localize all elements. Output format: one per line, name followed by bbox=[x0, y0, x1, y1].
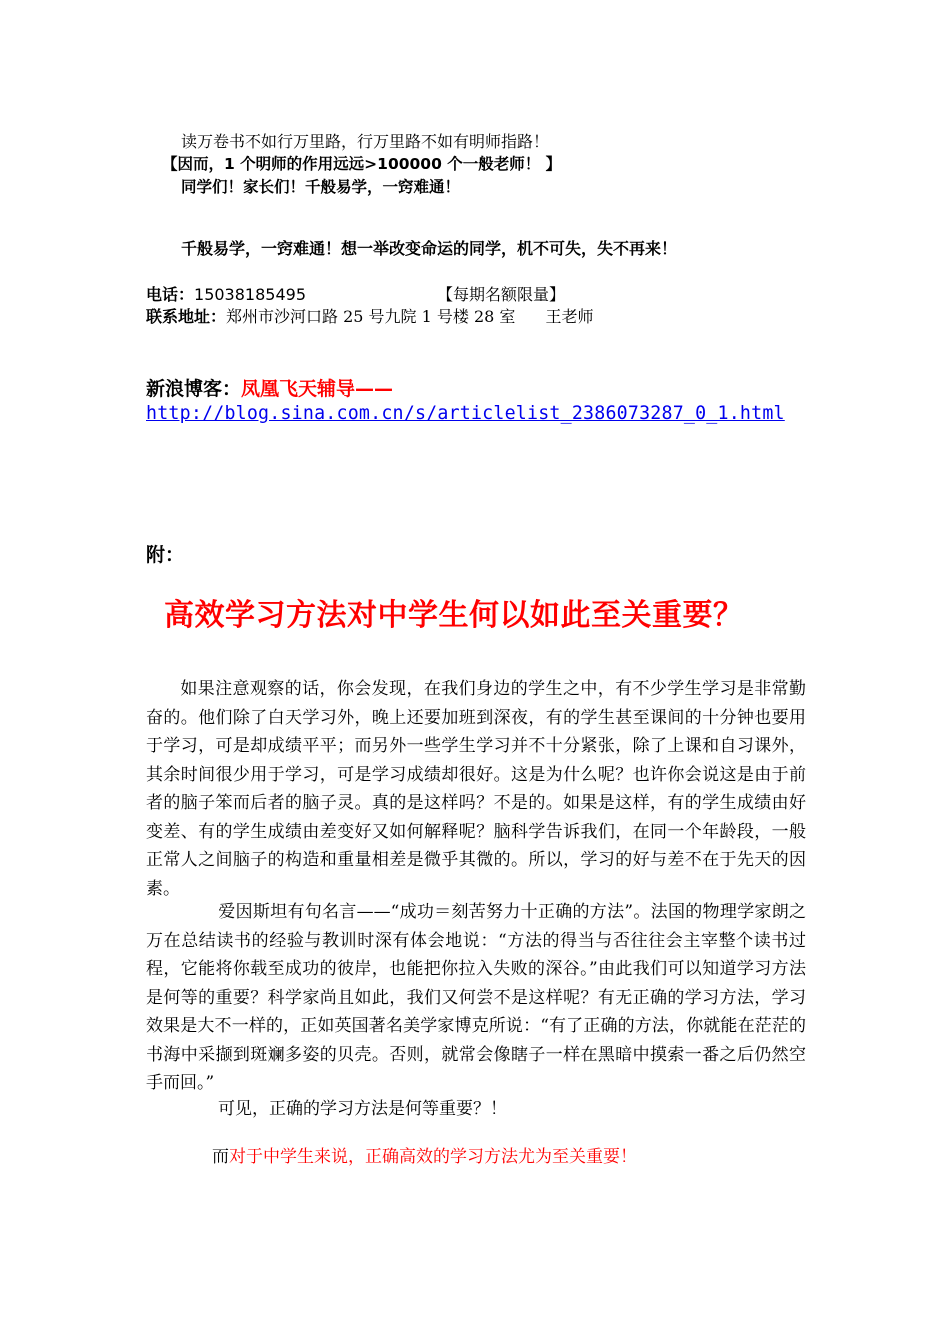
blog-url-link[interactable]: http://blog.sina.com.cn/s/articlelist_2386073287_0_1.html bbox=[146, 403, 785, 424]
blog-name: 凤凰飞天辅导—— bbox=[241, 378, 394, 400]
article-paragraph-1 bbox=[146, 675, 806, 903]
paragraph-1-text: 如果注意观察的话，你会发现，在我们身边的学生之中，有不少学生学习是非常勤奋的。他们除了白天学习外，晚上还要加班到深夜，有的学生甚至课间的十分钟也要用于学习，可是却成绩平平；而另外一些学生学习并不十分紧张，除了上课和自习课外，其余时间很少用于学习，可是学习成绩却很好。这是为什么呢？也许你会说这是由于前者的脑子笨而后者的脑子灵。真的是这样吗？不是的。如果是这样，有的学生成绩由好变差、有的学生成绩由差变好又如何解释呢？脑科学告诉我们，在同一个年龄段，一般正常人之间脑子的构造和重量相差是微乎其微的。所以，学习的好与差不在于先天的因素。 bbox=[146, 679, 806, 899]
blog-label: 新浪博客： bbox=[146, 378, 242, 400]
phone-number: 15038185495 bbox=[194, 285, 306, 304]
conclusion-line-2 bbox=[212, 1142, 637, 1167]
intro-line-3: 同学们！家长们！千般易学，一窍难通！ bbox=[181, 178, 461, 196]
conclusion-line-1: 可见，正确的学习方法是何等重要？！ bbox=[218, 1099, 507, 1119]
paragraph-2-text: 爱因斯坦有句名言——“成功＝刻苦努力十正确的方法”。法国的物理学家朗之万在总结读书的经验与教训时深有体会地说：“方法的得当与否往往会主宰整个读书过程，它能将你载至成功的彼岸，也能把你拉入失败的深谷。”由此我们可以知道学习方法是何等的重要？科学家尚且如此，我们又何尝不是这样呢？有无正确的学习方法，学习效果是大不一样的，正如英国著名美学家博克所说：“有了正确的方法，你就能在茫茫的书海中采撷到斑斓多姿的贝壳。否则，就常会像瞎子一样在黑暗中摸索一番之后仍然空手而回。” bbox=[146, 902, 806, 1093]
address-text: 郑州市沙河口路 25 号九院 1 号楼 28 室 bbox=[226, 307, 516, 326]
intro-line-2: 【因而，1 个明师的作用远远>100000 个一般老师！ 】 bbox=[162, 155, 562, 173]
article-title: 高效学习方法对中学生何以如此至关重要？ bbox=[164, 598, 744, 633]
quota-note: 【每期名额限量】 bbox=[437, 285, 566, 304]
phone-row bbox=[146, 282, 306, 305]
appendix-label: 附： bbox=[146, 544, 185, 566]
address-row bbox=[146, 304, 593, 327]
conclusion-prefix: 而 bbox=[212, 1147, 229, 1167]
teacher-name: 王老师 bbox=[545, 307, 594, 326]
conclusion-emphasis: 对于中学生来说，正确高效的学习方法尤为至关重要！ bbox=[229, 1147, 637, 1167]
blog-row bbox=[146, 374, 393, 401]
intro-line-1: 读万卷书不如行万里路，行万里路不如有明师指路！ bbox=[181, 132, 550, 151]
article-paragraph-2 bbox=[146, 898, 806, 1098]
phone-label: 电话： bbox=[146, 285, 195, 304]
slogan-line: 千般易学，一窍难通！想一举改变命运的同学，机不可失，失不再来！ bbox=[181, 239, 678, 258]
address-label: 联系地址： bbox=[146, 307, 227, 326]
